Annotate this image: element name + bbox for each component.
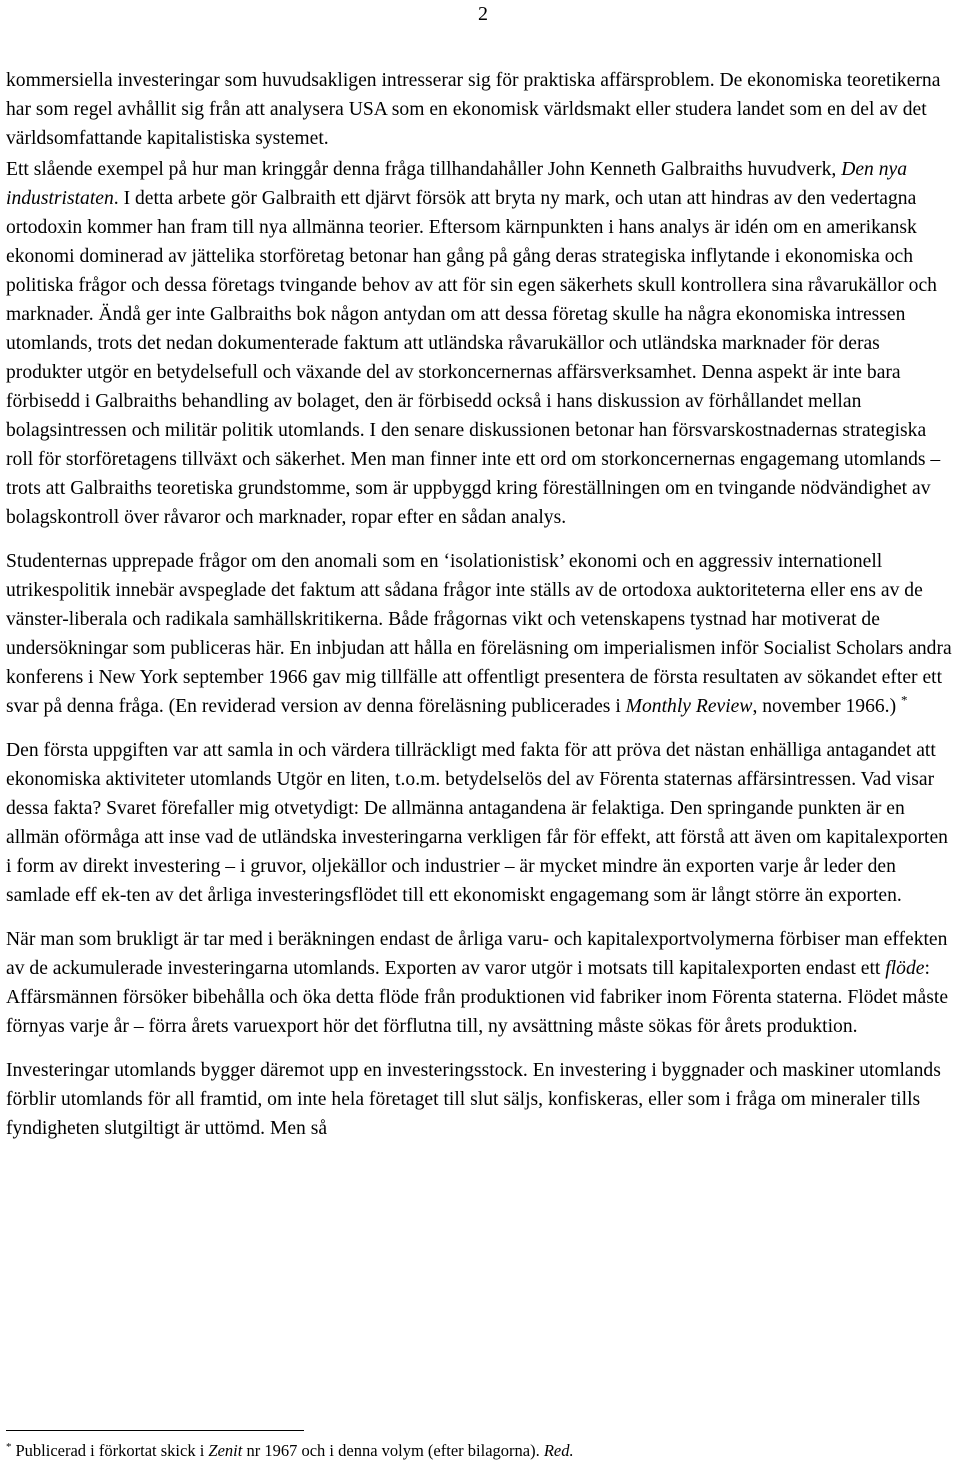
text-run: kommersiella investeringar som huvudsakligen intresserar sig för praktiska affärsproblem. De ekonomiska teoretikerna har som regel avhållit sig från att analysera USA som en ekonomisk världsmakt eller studera landet som en del av det världsomfattande kapitalistiska systemet. [6,70,941,149]
text-run: , november 1966.) [752,696,902,717]
text-run: När man som brukligt är tar med i beräkningen endast de årliga varu- och kapitalexportvolymerna förbiser man effekten av de ackumulerade investeringarna utomlands. Exporten av varor utgör i motsats till kapitalexporten endast ett [6,929,948,979]
text-run: Publicerad i förkortat skick i [15,1441,209,1460]
text-run: Den första uppgiften var att samla in och värdera tillräckligt med fakta för att pröva det nästan enhälliga antagandet att ekonomiska aktiviteter utomlands Utgör en liten, t.o.m. betydelselös del av Förenta staternas affärsintressen. Vad visar dessa fakta? Svaret förefaller mig otvetydigt: De allmänna antagandena är felaktiga. Den springande punkten är en allmän oförmåga att inse vad de utländska investeringarna verkligen får för effekt, att förstå att även om kapitalexporten i form av direkt investering – i gruvor, oljekällor och industrier – är mycket mindre än exporten varje år leder den samlade eff ek-ten av det årliga investeringsflödet till ett ekonomiskt engagemang som är långt större än exporten. [6,740,948,906]
italic-text: flöde [885,958,925,979]
paragraph [6,66,956,153]
footnote-mark: * [6,1440,12,1453]
text-run: nr 1967 och i denna volym (efter bilagorna). [242,1441,544,1460]
paragraph [6,547,956,721]
text-run: Investeringar utomlands bygger däremot upp en investeringsstock. En investering i byggnader och maskiner utomlands förblir utomlands för all framtid, om inte hela företaget till slut säljs, konfiskeras, eller som i fråga om mineraler tills fyndigheten slutgiltigt är uttömd. Men så [6,1060,941,1139]
text-run: Ett slående exempel på hur man kringgår denna fråga tillhandahåller John Kenneth Galbraiths huvudverk, [6,159,842,180]
body-text [6,66,956,1158]
italic-text: Zenit [208,1441,243,1460]
italic-text: Den nya industristaten [6,159,908,209]
paragraph [6,155,956,532]
text-run: . I detta arbete gör Galbraith ett djärvt försök att bryta ny mark, och utan att hindras av den vedertagna ortodoxin kommer han fram till nya allmänna teorier. Eftersom kärnpunkten i hans analys är idén om en amerikansk ekonomi dominerad av jättelika storföretag betonar han gång på gång deras strategiska inflytande i ekonomiska och politiska frågor och dessa företags tvingande behov av att för sin egen säkerhets skull kontrollera sina råvarukällor och marknader. Ändå ger inte Galbraiths bok någon antydan om att dessa företag skulle ha några ekonomiska intressen utomlands, trots det nedan dokumenterade faktum att utländska råvarukällor och utländska marknader för deras produkter utgör en betydelsefull och växande del av storkoncernernas affärsverksamhet. Denna aspekt är inte bara förbisedd i Galbraiths behandling av bolaget, den är förbisedd också i hans diskussion av förhållandet mellan bolagsintressen och militär politik utomlands. I den senare diskussionen betonar han försvarskostnadernas strategiska roll för storföretagens tillväxt och säkerhet. Men man finner inte ett ord om storkoncernernas engagemang utomlands – trots att Galbraiths teoretiska grundstomme, som är uppbyggd kring föreställningen om en tvingande nödvändighet av bolagskontroll över råvaror och marknader, ropar efter en sådan analys. [6,188,941,528]
paragraph [6,1056,956,1143]
paragraph [6,925,956,1041]
italic-text: Monthly Review [625,696,753,717]
paragraph [6,736,956,910]
footnote [6,1439,956,1463]
footnote-reference: * [901,692,908,708]
page-number: 2 [478,3,488,25]
text-run: : Affärsmännen försöker bibehålla och öka detta flöde från produktionen vid fabriker inom Förenta staterna. Flödet måste förnyas varje år – förra årets varuexport hör det förflutna till, ny avsättning måste sökas för årets produktion. [6,958,949,1037]
footnote-separator [6,1430,304,1431]
italic-text: Red. [543,1441,574,1460]
text-run: Studenternas upprepade frågor om den anomali som en ‘isolationistisk’ ekonomi och en aggressiv internationell utrikespolitik innebär avspeglade det faktum att sådana frågor inte ställs av de ortodoxa auktoriteterna eller ens av de vänster-liberala och radikala samhällskritikerna. Både frågornas vikt och vetenskapens tystnad har motiverat de undersökningar som publiceras här. En inbjudan att hålla en föreläsning om imperialismen inför Socialist Scholars andra konferens i New York september 1966 gav mig tillfälle att offentligt presentera de första resultaten av sökandet efter ett svar på denna fråga. (En reviderad version av denna föreläsning publicerades i [6,551,952,717]
